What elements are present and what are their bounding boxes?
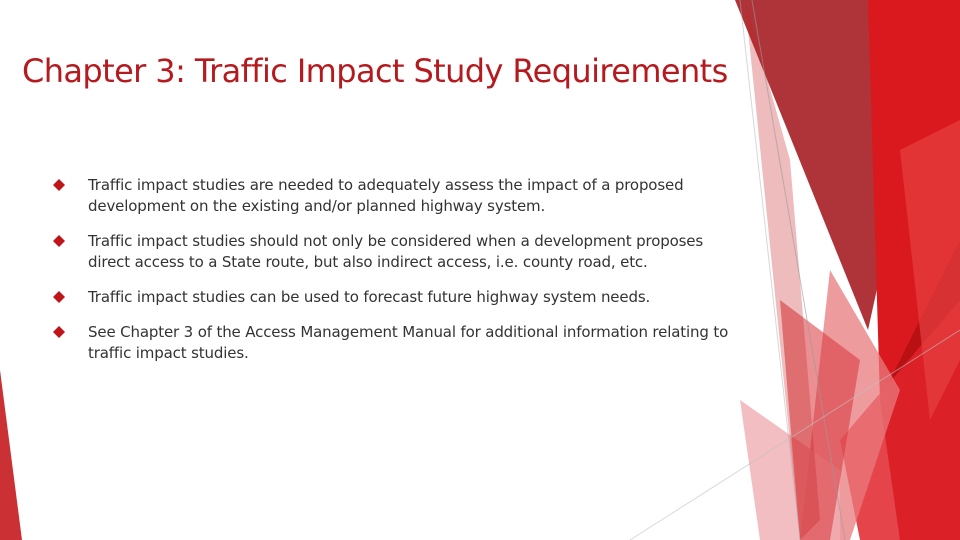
bullet-item <box>52 231 732 273</box>
diamond-icon <box>53 235 65 247</box>
diamond-icon <box>53 179 65 191</box>
bullet-text: See Chapter 3 of the Access Management Manual for additional information relating to traffic impact studies. <box>88 323 729 362</box>
slide-title: Chapter 3: Traffic Impact Study Requirements <box>22 52 728 90</box>
bullet-item <box>52 287 732 308</box>
bullet-item <box>52 175 732 217</box>
left-edge-shape <box>0 370 22 540</box>
diamond-icon <box>53 326 65 338</box>
bullet-text: Traffic impact studies can be used to forecast future highway system needs. <box>88 288 651 306</box>
bullet-item <box>52 322 732 364</box>
diamond-icon <box>53 291 65 303</box>
bullet-list <box>52 175 732 378</box>
bullet-text: Traffic impact studies are needed to adequately assess the impact of a proposed development on the existing and/or planned highway system. <box>88 176 684 215</box>
bullet-text: Traffic impact studies should not only be considered when a development proposes direct access to a State route, but also indirect access, i.e. county road, etc. <box>88 232 704 271</box>
